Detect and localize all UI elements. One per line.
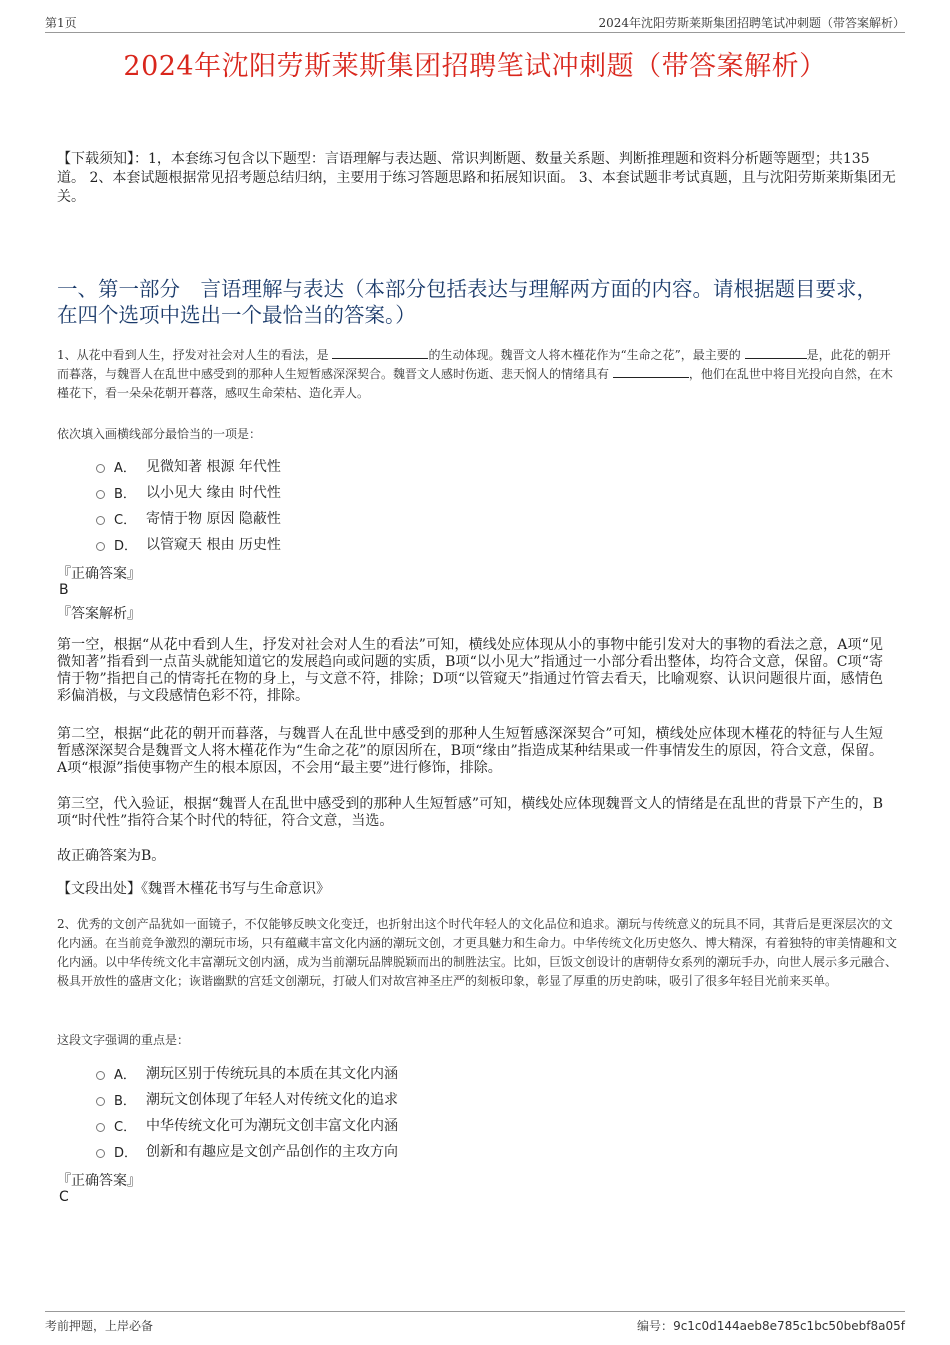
blank-2 [745, 346, 807, 359]
q1-options [96, 453, 281, 557]
q1-prompt: 依次填入画横线部分最恰当的一项是： [57, 427, 262, 441]
q1-analysis-para-2: 第二空，根据“此花的朝开而暮落，与魏晋人在乱世中感受到的那种人生短暂感深深契合”可知，横线处应体现木槿花的特征与人生短暂感深深契合是魏晋文人将木槿花作为“生命之花”的原因所在，B项“缘由”指造成某种结果或一件事情发生的原因，符合文意，保留。A项“根源”指使事物产生的根本原因，不会用“最主要”进行修饰，排除。 [57, 726, 883, 776]
page-number: 第1页 [45, 16, 77, 30]
q1-analysis-para-1: 第一空，根据“从花中看到人生，抒发对社会对人生的看法”可知，横线处应体现从小的事物中能引发对大的事物的看法之意，A项“见微知著”指看到一点苗头就能知道它的发展趋向或问题的实质，B项“以小见大”指通过一小部分看出整体，均符合文意，保留。C项“寄情于物”指把自己的情寄托在物的身上，与文意不符，排除；D项“以管窥天”指通过竹管去看天，比喻观察、认识问题很片面，感情色彩偏消极，与文段感情色彩不符，排除。 [57, 637, 883, 704]
q2-answer: C [59, 1189, 69, 1205]
doc-title: 2024年沈阳劳斯莱斯集团招聘笔试冲刺题（带答案解析） [123, 51, 827, 82]
q2-options [96, 1060, 398, 1164]
q2-option-a[interactable]: A． 潮玩区别于传统玩具的本质在其文化内涵 [96, 1060, 398, 1086]
q1-option-a[interactable]: A． 见微知著 根源 年代性 [96, 453, 281, 479]
q1-analysis-label: 『答案解析』 [57, 606, 141, 622]
q2-option-c[interactable]: C． 中华传统文化可为潮玩文创丰富文化内涵 [96, 1112, 398, 1138]
blank-3 [613, 365, 689, 378]
download-notice: 【下载须知】：1，本套练习包含以下题型：言语理解与表达题、常识判断题、数量关系题、判断推理题和资料分析题等题型；共135道。 2、本套试题根据常见招考题总结归纳，主要用于练习答题思路和拓展知识面。 3、本套试题非考试真题，且与沈阳劳斯莱斯集团无关。 [57, 151, 896, 205]
q2-option-b[interactable]: B． 潮玩文创体现了年轻人对传统文化的追求 [96, 1086, 398, 1112]
doc-code-value: 9c1c0d144aeb8e785c1bc50bebf8a05f [673, 1319, 905, 1333]
q1-text-part3: 是，此花的朝开而暮落，与魏晋人在乱世中感受到的那种人生短暂感深深契合。魏晋文人感时伤逝、悲天悯人的情绪具有 [57, 348, 891, 381]
q1-option-d[interactable]: D． 以管窥天 根由 历史性 [96, 531, 281, 557]
q1-text-part4: ，他们在乱世中将目光投向自然，在木槿花下，看一朵朵花朝开暮落，感叹生命荣枯、造化弄人。 [57, 367, 893, 400]
q2-option-d[interactable]: D． 创新和有趣应是文创产品创作的主攻方向 [96, 1138, 398, 1164]
radio-icon[interactable] [96, 464, 105, 473]
radio-icon[interactable] [96, 1149, 105, 1158]
question-2-text: 2、优秀的文创产品犹如一面镜子，不仅能够反映文化变迁，也折射出这个时代年轻人的文化品位和追求。潮玩与传统意义的玩具不同，其背后是更深层次的文化内涵。在当前竞争激烈的潮玩市场，只有蕴藏丰富文化内涵的潮玩文创，才更具魅力和生命力。中华传统文化历史悠久、博大精深，有着独特的审美情趣和文化内涵。以中华传统文化丰富潮玩文创内涵，成为当前潮玩品牌脱颖而出的制胜法宝。比如，巨饭文创设计的唐朝侍女系列的潮玩手办，向世人展示多元融合、极具开放性的盛唐文化；诙谐幽默的宫廷文创潮玩，打破人们对故宫神圣庄严的刻板印象，彰显了厚重的历史韵味，吸引了很多年轻目光前来买单。 [57, 917, 898, 988]
radio-icon[interactable] [96, 1097, 105, 1106]
q1-text-part2: 的生动体现。魏晋文人将木槿花作为“生命之花”，最主要的 [428, 348, 741, 362]
radio-icon[interactable] [96, 1123, 105, 1132]
footer-slogan: 考前押题，上岸必备 [45, 1319, 154, 1333]
page-footer [45, 1311, 905, 1334]
radio-icon[interactable] [96, 490, 105, 499]
q1-option-b[interactable]: B． 以小见大 缘由 时代性 [96, 479, 281, 505]
doc-code [637, 1317, 905, 1334]
doc-code-label: 编号： [637, 1319, 674, 1333]
q1-analysis-conclusion: 故正确答案为B。 [57, 848, 166, 864]
radio-icon[interactable] [96, 1071, 105, 1080]
radio-icon[interactable] [96, 516, 105, 525]
q2-correct-label: 『正确答案』 [57, 1173, 141, 1189]
q1-option-c[interactable]: C． 寄情于物 原因 隐蔽性 [96, 505, 281, 531]
q1-analysis-para-3: 第三空，代入验证，根据“魏晋人在乱世中感受到的那种人生短暂感”可知，横线处应体现魏晋文人的情绪是在乱世的背景下产生的，B项“时代性”指符合某个时代的特征，符合文意，当选。 [57, 796, 883, 829]
question-1-text [57, 346, 897, 403]
q1-text-part1: 1、从花中看到人生，抒发对社会对人生的看法，是 [57, 348, 329, 362]
section-heading: 一、第一部分 言语理解与表达（本部分包括表达与理解两方面的内容。请根据题目要求，在四个选项中选出一个最恰当的答案。） [57, 277, 877, 327]
radio-icon[interactable] [96, 542, 105, 551]
blank-1 [332, 346, 428, 359]
q1-answer: B [59, 582, 69, 598]
q1-correct-label: 『正确答案』 [57, 566, 141, 582]
header-doc-title: 2024年沈阳劳斯莱斯集团招聘笔试冲刺题（带答案解析） [598, 16, 905, 30]
page-header [45, 14, 905, 33]
q2-prompt: 这段文字强调的重点是： [57, 1033, 190, 1047]
q1-source: 【文段出处】《魏晋木槿花书写与生命意识》 [57, 881, 330, 897]
